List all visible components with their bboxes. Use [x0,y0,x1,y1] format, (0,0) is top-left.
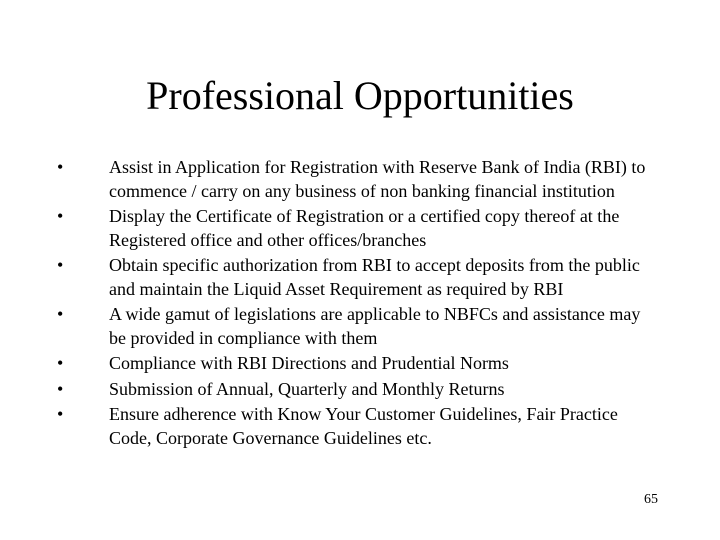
bullet-icon: • [57,157,64,177]
bullet-item-1 [56,156,656,203]
bullet-item-3 [56,254,656,301]
bullet-icon: • [57,404,64,424]
bullet-text: Display the Certificate of Registration or a certified copy thereof at the Registered office and other offices/branches [109,206,620,250]
bullet-text: Obtain specific authorization from RBI to accept deposits from the public and maintain the Liquid Asset Requirement as required by RBI [109,255,640,299]
bullet-text: Compliance with RBI Directions and Prudential Norms [109,353,509,373]
bullet-list [56,156,656,452]
bullet-icon: • [57,206,64,226]
page-number: 65 [644,492,658,507]
bullet-item-5 [56,352,656,376]
bullet-icon: • [57,255,64,275]
bullet-text: Ensure adherence with Know Your Customer Guidelines, Fair Practice Code, Corporate Governance Guidelines etc. [109,404,618,448]
slide-title: Professional Opportunities [146,73,574,118]
bullet-text: Assist in Application for Registration with Reserve Bank of India (RBI) to commence / carry on any business of non banking financial institution [109,157,646,201]
bullet-text: Submission of Annual, Quarterly and Monthly Returns [109,378,505,399]
bullet-item-7 [56,403,656,450]
bullet-item-2 [56,205,656,252]
bullet-icon: • [57,353,64,373]
bullet-item-4 [56,303,656,350]
bullet-icon: • [57,378,64,399]
bullet-icon: • [57,304,64,324]
bullet-text: A wide gamut of legislations are applicable to NBFCs and assistance may be provided in compliance with them [109,304,641,348]
bullet-item-6 [56,378,656,402]
